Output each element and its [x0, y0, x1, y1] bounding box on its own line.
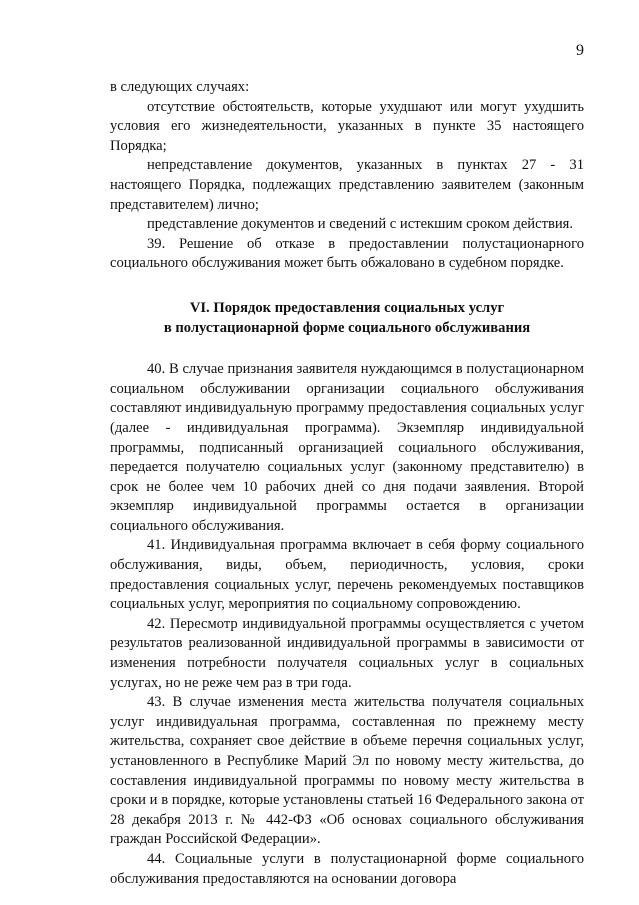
- paragraph: представление документов и сведений с истекшим сроком действия.: [147, 216, 574, 233]
- paragraph: непредставление документов, указанных в пунктах 27 - 31 настоящего Порядка, подлежащих представлению заявителем (законным представителем) лично;: [110, 157, 584, 213]
- paragraph: 39. Решение об отказе в предоставлении полустационарного социального обслуживания может быть обжаловано в судебном порядке.: [110, 235, 584, 272]
- paragraph: в следующих случаях:: [110, 79, 250, 95]
- paragraph: 44. Социальные услуги в полустационарной форме социального обслуживания предоставляются на основании договора: [110, 850, 584, 887]
- paragraph: отсутствие обстоятельств, которые ухудшают или могут ухудшить условия его жизнедеятельности, указанных в пункте 35 настоящего Порядка;: [110, 98, 584, 154]
- section-heading: [110, 299, 584, 338]
- document-body: [110, 78, 584, 889]
- section-heading-line: в полустационарной форме социального обслуживания: [163, 319, 531, 336]
- paragraph: 43. В случае изменения места жительства получателя социальных услуг индивидуальная программа, составленная по прежнему месту жительства, сохраняет свое действие в объеме перечня социальных услуг, установленного в Республике Марий Эл по новому месту жительства, до составления индивидуальной программы по новому месту жительства в сроки и в порядке, которые установлены статьей 16 Федерального закона от 28 декабря 2013 г. № 442-ФЗ «Об основах социального обслуживания граждан Российской Федерации».: [110, 694, 584, 848]
- page-number: 9: [576, 42, 584, 59]
- paragraph: 40. В случае признания заявителя нуждающимся в полустационарном социальном обслуживании организации социального обслуживания составляют индивидуальную программу предоставления социальных услуг (далее - индивидуальная программа). Экземпляр индивидуальной программы, подписанный организацией социального обслуживания, передается получателю социальных услуг (законному представителю) в срок не более чем 10 рабочих дней со дня подачи заявления. Второй экземпляр индивидуальной программы остается в организации социального обслуживания.: [110, 361, 584, 534]
- section-heading-line: VI. Порядок предоставления социальных услуг: [189, 299, 505, 316]
- paragraph: 42. Пересмотр индивидуальной программы осуществляется с учетом результатов реализованной индивидуальной программы в зависимости от изменения потребности получателя социальных услуг в социальных услугах, но не реже чем раз в три года.: [110, 615, 584, 691]
- paragraph: 41. Индивидуальная программа включает в себя форму социального обслуживания, виды, объем, периодичность, условия, сроки предоставления социальных услуг, перечень рекомендуемых поставщиков социальных услуг, мероприятия по социальному сопровождению.: [110, 537, 584, 613]
